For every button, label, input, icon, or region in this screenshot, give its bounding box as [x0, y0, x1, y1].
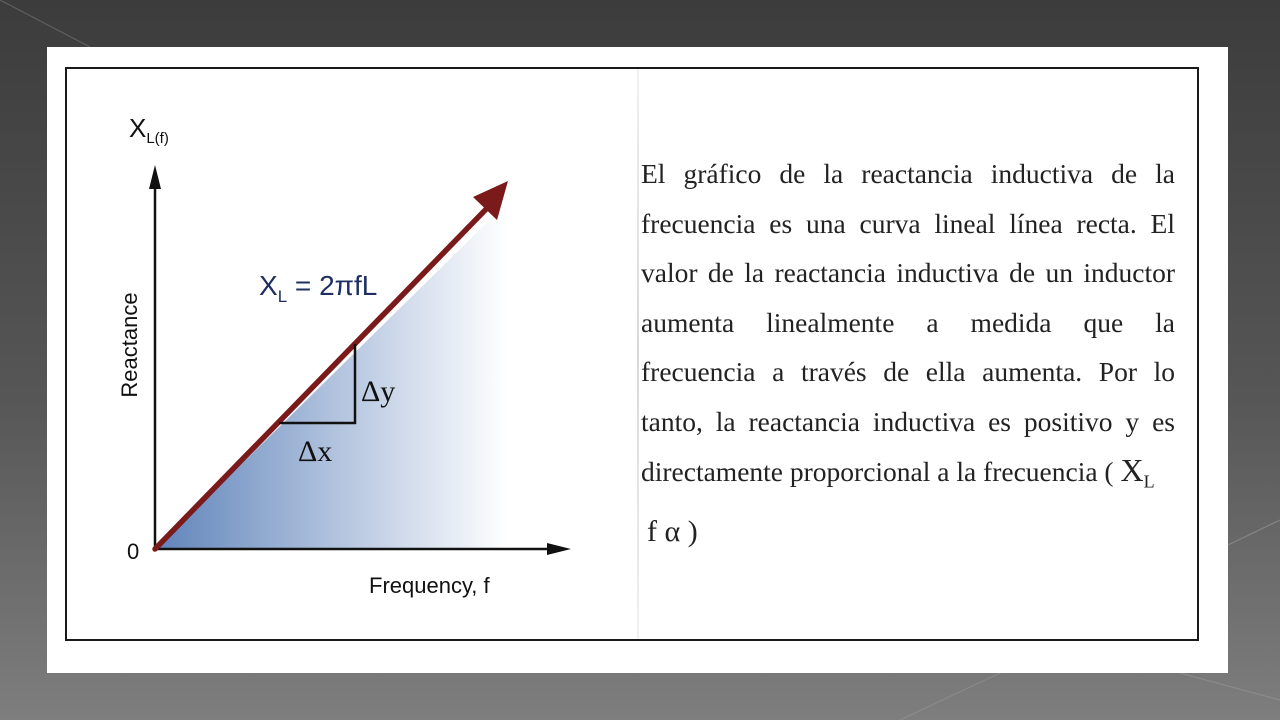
y-axis-symbol: $X_{L(f)}$: [129, 113, 169, 147]
delta-x-label: Δx: [298, 435, 333, 468]
origin-label: 0: [127, 539, 140, 564]
panel-divider: [637, 69, 639, 639]
delta-y-label: Δy: [361, 375, 396, 408]
reactance-diagram: [67, 69, 637, 639]
equation-label: $X_L = 2\pi fL$: [259, 270, 378, 306]
y-axis-label: Reactance: [117, 292, 142, 398]
x-axis-label: Frequency, f: [369, 573, 490, 598]
paragraph-line: directamente proporcional a la frecuencia (: [641, 456, 1114, 487]
slide-content: [47, 47, 1228, 673]
y-axis-arrow: [149, 165, 161, 189]
paragraph-line: El gráfico de la reactancia inductiva de la: [641, 158, 1175, 189]
paragraph-line-formula: [641, 446, 1175, 507]
paragraph-line: frecuencia es una curva lineal línea recta. El: [641, 207, 1175, 239]
paragraph-line: tanto, la reactancia inductiva es positivo y es: [641, 405, 1175, 437]
figure-frame: [65, 67, 1199, 641]
paragraph-line: aumenta linealmente a medida que la: [641, 306, 1175, 338]
formula-tail: f α ): [647, 515, 698, 548]
formula-subscript: L: [1143, 471, 1155, 492]
paragraph-line: frecuencia a través de ella aumenta. Por lo: [641, 356, 1175, 387]
x-axis-arrow: [547, 543, 571, 555]
paragraph-line: valor de la reactancia inductiva de un inductor: [641, 257, 1175, 288]
paragraph-formula-tail: [641, 507, 1175, 557]
description-paragraph: [641, 149, 1175, 557]
formula-symbol: X: [1120, 452, 1144, 488]
